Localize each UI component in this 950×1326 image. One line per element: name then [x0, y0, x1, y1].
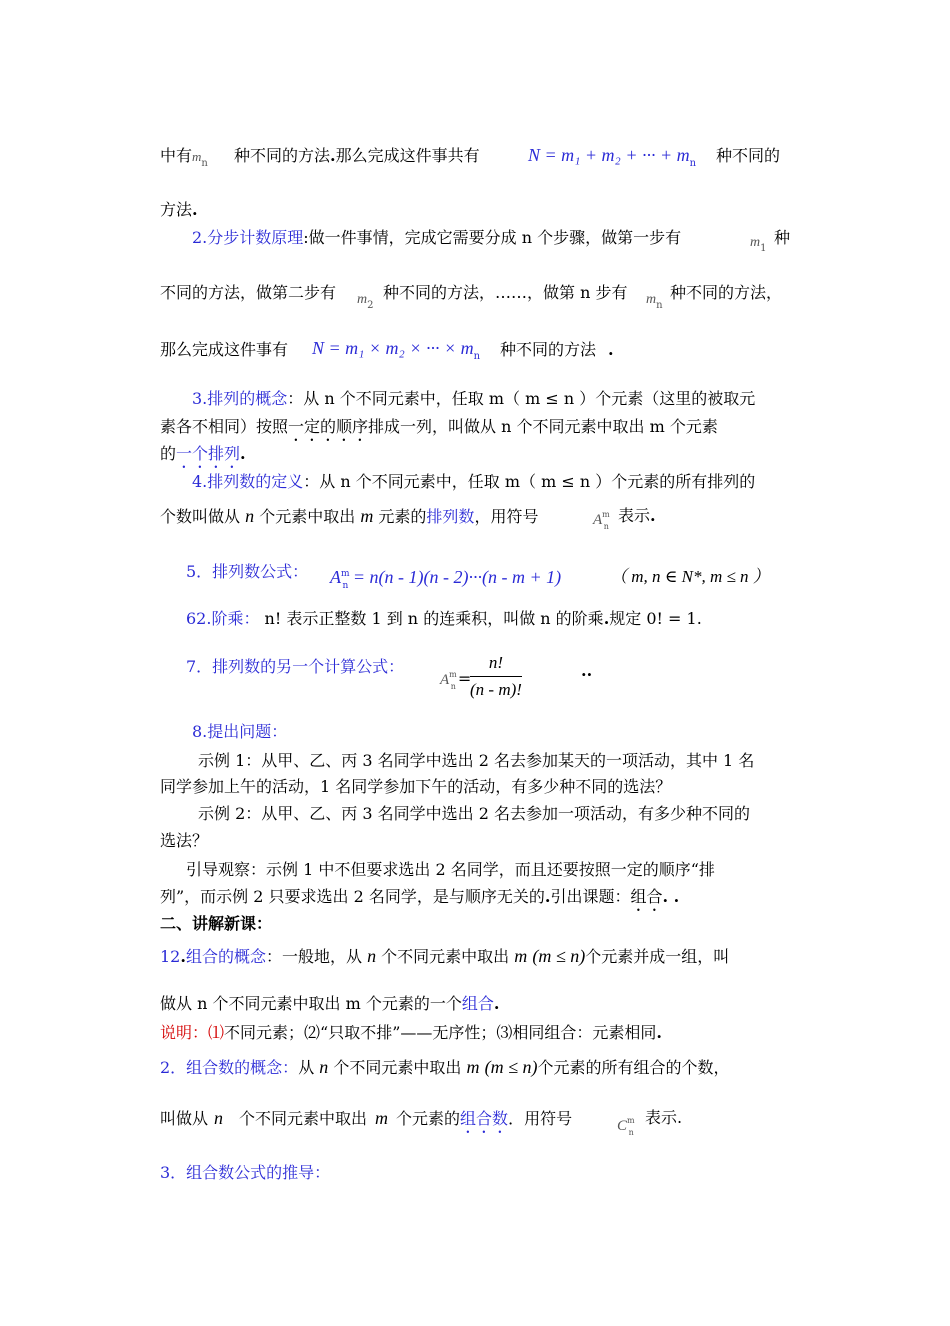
- text: .: [608, 340, 614, 359]
- text-line: 中有$m_n$ 种不同的方法.那么完成这件事共有: [160, 146, 480, 169]
- text: 做一件事情，完成它需要分成 n 个步骤，做第一步有: [308, 228, 682, 247]
- math-sub: 1: [760, 243, 767, 254]
- text: 表示.: [618, 506, 656, 525]
- text: 不同元素；⑵“只取不排”——无序性；⑶相同组合：元素相同: [224, 1023, 657, 1042]
- text: 种: [774, 228, 791, 247]
- math-var: A: [440, 672, 450, 688]
- math-var: m: [360, 506, 374, 526]
- text: 个数叫做从: [160, 507, 241, 526]
- text: 种不同的: [716, 146, 781, 165]
- math-var: C: [617, 1118, 628, 1134]
- text: 做从 n 个不同元素中取出 m 个元素的一个: [160, 994, 462, 1013]
- text: 个元素的所有组合的个数，: [537, 1058, 730, 1077]
- symbol-C: [617, 1114, 634, 1139]
- section-title: 8.提出问题：: [192, 722, 288, 741]
- section-title: 分步计数原理: [207, 228, 304, 247]
- text: 那么完成这件事有: [160, 340, 289, 359]
- math-var: m: [357, 292, 368, 307]
- text-line: [160, 776, 671, 798]
- concept-3: [160, 1162, 330, 1184]
- text: ..: [581, 661, 593, 680]
- text: 种不同的方法，……，做第 n 步有: [383, 283, 628, 302]
- text-line: [160, 830, 208, 852]
- math-var: m: [514, 946, 528, 966]
- example-1: [198, 750, 754, 772]
- math-var: n: [245, 506, 255, 526]
- math-var: n: [367, 946, 377, 966]
- section-2: [192, 227, 681, 249]
- text-line: 列”，而示例 2 只要求选出 2 名同学，是与顺序无关的.引出课题：组合. .: [160, 887, 680, 906]
- text: 列”，而示例 2 只要求选出 2 名同学，是与顺序无关的: [160, 887, 545, 906]
- text: 个不同元素中取出: [333, 1058, 462, 1077]
- section-title: 62.阶乘：: [186, 609, 260, 628]
- math-sup: m: [449, 670, 457, 679]
- math-sup: m: [341, 569, 350, 579]
- math-sub: n: [473, 351, 481, 362]
- text-line: [500, 339, 614, 361]
- math-var: m: [750, 235, 761, 250]
- text: 种不同的方法，: [670, 283, 783, 302]
- text: ，用符号: [474, 507, 539, 526]
- math-sub: n: [450, 682, 456, 691]
- fraction: [470, 650, 522, 703]
- text: [581, 660, 592, 682]
- text-line: [160, 1107, 572, 1137]
- text-line: [160, 505, 538, 528]
- math-sub: n: [656, 300, 663, 311]
- example-2: [198, 803, 750, 825]
- section-number: 4.: [192, 472, 208, 491]
- section-title: 排列数的定义: [207, 472, 304, 491]
- math-formula: N = m₁ + m₂ + ··· + m: [528, 145, 690, 165]
- guide: [186, 859, 715, 881]
- text-line: [383, 282, 627, 304]
- section-title: 2．组合数的概念：: [160, 1058, 299, 1077]
- math-var: n: [319, 1057, 329, 1077]
- math-sub: 2: [367, 300, 374, 311]
- text: 不同的方法，做第二步有: [160, 283, 337, 302]
- formula-perm: [330, 566, 561, 592]
- symbol-A: [440, 668, 471, 693]
- text: . .: [662, 887, 680, 906]
- text: 种不同的方法: [500, 340, 597, 359]
- text: 排成一列，叫做从 n 个不同元素中取出 m 个元素: [368, 417, 718, 436]
- text: 从: [298, 1058, 315, 1077]
- text: 规定 0! = 1.: [609, 609, 702, 628]
- section-3: 3.排列的概念：从 n 个不同元素中，任取 m（ m ≤ n ）个元素（这里的被取元: [192, 389, 756, 408]
- math-sub: n: [342, 581, 349, 591]
- math-var: m: [192, 149, 202, 164]
- math-var: m: [375, 1108, 389, 1128]
- text-line: [160, 282, 336, 304]
- math-var: m: [646, 292, 657, 307]
- formula-product: [312, 337, 480, 363]
- formula-sum: [528, 144, 696, 170]
- text: ．用符号: [508, 1109, 573, 1128]
- heading-text: 二、讲解新课：: [160, 914, 273, 933]
- math-sup: m: [627, 1116, 635, 1125]
- text: 引导观察：示例 1 中不但要求选出 2 名同学，而且还要按照一定的顺序“排: [186, 860, 715, 879]
- text: 的: [160, 444, 177, 463]
- text: [645, 1107, 682, 1129]
- math: [646, 287, 663, 312]
- text: n! 表示正整数 1 到 n 的连乘积，叫做 n 的阶乘: [264, 609, 604, 628]
- section-6: 62.阶乘： n! 表示正整数 1 到 n 的连乘积，叫做 n 的阶乘.规定 0! = 1.: [186, 609, 702, 628]
- text: 个不同元素中取出: [239, 1109, 368, 1128]
- text-line: 做从 n 个不同元素中取出 m 个元素的一个组合.: [160, 994, 500, 1013]
- text: 个元素的: [396, 1109, 461, 1128]
- emphasized-text: 一定的顺序: [288, 417, 369, 436]
- concept-2: [160, 1056, 729, 1079]
- keyword: 组合数: [460, 1109, 509, 1128]
- text-line: 的一个排列.: [160, 444, 246, 463]
- math-sup: m: [602, 510, 610, 519]
- text: 选法？: [160, 831, 209, 850]
- keyword: 排列数: [426, 507, 475, 526]
- section-7: [186, 656, 404, 678]
- condition: [610, 566, 770, 588]
- math-op: =: [457, 669, 472, 688]
- section-title: 排列的概念: [207, 389, 288, 408]
- math-sub: n: [689, 158, 697, 169]
- section-title: 3．组合数公式的推导：: [160, 1163, 331, 1182]
- section-5: [186, 561, 308, 583]
- math-formula: = n(n - 1)(n - 2)···(n - m + 1): [348, 567, 562, 587]
- math-var: A: [330, 567, 341, 587]
- text: 那么完成这件事共有: [335, 146, 480, 165]
- text-line: [716, 145, 780, 167]
- text-line: [160, 416, 718, 445]
- section-number: 2.: [192, 228, 208, 247]
- text: 表示: [618, 506, 651, 525]
- note-label: 说明：⑴: [160, 1023, 225, 1042]
- math: [750, 230, 767, 255]
- numerator: n!: [470, 650, 522, 677]
- text: :: [303, 228, 309, 247]
- math-sub: n: [628, 1128, 634, 1137]
- text-line: [160, 339, 288, 361]
- math-sub: n: [603, 522, 609, 531]
- math-condition: (m ≤ n): [484, 1057, 538, 1077]
- section-number: 3.: [192, 389, 208, 408]
- text: [774, 227, 790, 249]
- text: 从 n 个不同元素中，任取 m（ m ≤ n ）个元素的所有排列的: [319, 472, 756, 491]
- text: 元素的: [378, 507, 427, 526]
- text-line: [670, 282, 782, 304]
- math-condition: （ m, n ∈ N*, m ≤ n ）: [610, 567, 770, 586]
- text: 表示.: [645, 1108, 683, 1127]
- section-4: 4.排列数的定义：从 n 个不同元素中，任取 m（ m ≤ n ）个元素的所有排列的: [192, 472, 756, 491]
- text: 引出课题：: [550, 887, 631, 906]
- keyword: 一个排列: [176, 444, 241, 463]
- text: 种不同的方法: [234, 146, 331, 165]
- denominator: (n - m)!: [470, 680, 522, 699]
- text: 个不同元素中取出: [381, 947, 510, 966]
- text: 素各不相同）按照: [160, 417, 289, 436]
- section-title: 组合的概念: [185, 947, 266, 966]
- text: 方法: [160, 200, 193, 219]
- text: 从 n 个不同元素中，任取 m（ m ≤ n ）个元素（这里的被取元: [303, 389, 756, 408]
- section-title: 5．排列数公式：: [186, 562, 309, 581]
- text: 中有: [160, 146, 193, 165]
- math-var: A: [593, 512, 603, 528]
- text: 同学参加上午的活动，1 名同学参加下午的活动，有多少种不同的选法？: [160, 777, 672, 796]
- note: 说明：⑴不同元素；⑵“只取不排”——无序性；⑶相同组合：元素相同.: [160, 1023, 662, 1042]
- text: 叫做从: [160, 1109, 209, 1128]
- keyword: 组合: [461, 994, 494, 1013]
- math-condition: (m ≤ n): [532, 946, 586, 966]
- text: 示例 1：从甲、乙、丙 3 名同学中选出 2 名去参加某天的一项活动，其中 1 名: [198, 751, 755, 770]
- text: 个元素中取出: [259, 507, 356, 526]
- text: 个元素并成一组，叫: [585, 947, 730, 966]
- heading: [160, 913, 272, 935]
- math-var: m: [466, 1057, 480, 1077]
- section-title: 7．排列数的另一个计算公式：: [186, 657, 405, 676]
- math: [357, 287, 374, 312]
- concept-1: 12.组合的概念：一般地，从 n 个不同元素中取出 m (m ≤ n)个元素并成一组，叫: [160, 946, 730, 966]
- section-number: 12: [160, 947, 181, 966]
- section-8: [192, 721, 287, 743]
- text: ：一般地，从: [265, 947, 362, 966]
- math-formula: N = m₁ × m₂ × ··· × m: [312, 338, 474, 358]
- text-line: 方法.: [160, 200, 198, 219]
- math-var: n: [214, 1108, 224, 1128]
- math-sub: n: [201, 158, 208, 169]
- emphasized-text: 组合: [630, 887, 663, 906]
- symbol-A: [593, 508, 609, 533]
- text: 示例 2：从甲、乙、丙 3 名同学中选出 2 名去参加一项活动，有多少种不同的: [198, 804, 750, 823]
